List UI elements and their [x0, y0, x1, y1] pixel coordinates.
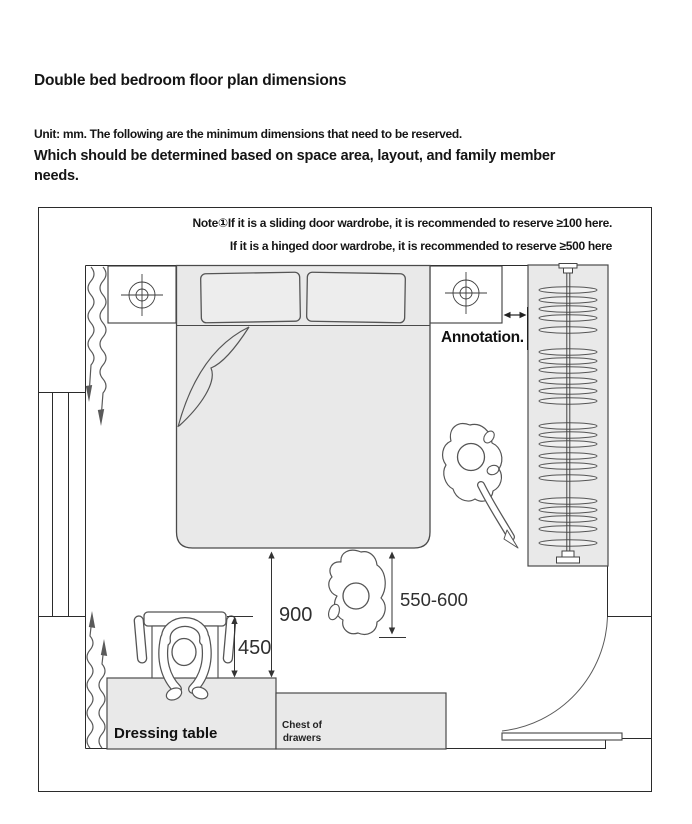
head	[172, 639, 196, 666]
head	[343, 583, 369, 609]
pillow	[307, 272, 406, 323]
wardrobe	[528, 264, 608, 567]
pillow	[201, 272, 301, 323]
person-reaching	[443, 424, 518, 548]
chest-label-line1: Chest of	[282, 720, 322, 731]
wardrobe-note-1: Note①If it is a sliding door wardrobe, it is recommended to reserve ≥100 here.	[192, 216, 612, 230]
annotation-label: Annotation.	[441, 329, 524, 346]
dressing-table-label: Dressing table	[114, 725, 218, 742]
page-title: Double bed bedroom floor plan dimensions	[34, 72, 347, 89]
double-bed	[177, 266, 431, 549]
curtain-top-icon	[86, 267, 106, 426]
unit-note: Unit: mm. The following are the minimum dimensions that need to be reserved.	[34, 127, 462, 141]
person-walking	[327, 550, 386, 634]
description-note: Which should be determined based on space area, layout, and family member needs.	[34, 148, 556, 184]
door	[502, 617, 622, 740]
dimension-label-550-600: 550-600	[400, 589, 468, 610]
head	[458, 444, 485, 471]
window	[39, 393, 86, 617]
wardrobe-note-2: If it is a hinged door wardrobe, it is recommended to reserve ≥500 here	[229, 239, 612, 253]
door-leaf	[502, 733, 622, 740]
chest-label-line2: drawers	[282, 732, 322, 744]
chest-of-drawers-label	[275, 720, 329, 745]
door-swing-arc	[502, 617, 608, 731]
dimension-label-900: 900	[279, 604, 313, 626]
curtain-bottom-icon	[87, 611, 107, 748]
dimension-label-450: 450	[238, 637, 272, 659]
